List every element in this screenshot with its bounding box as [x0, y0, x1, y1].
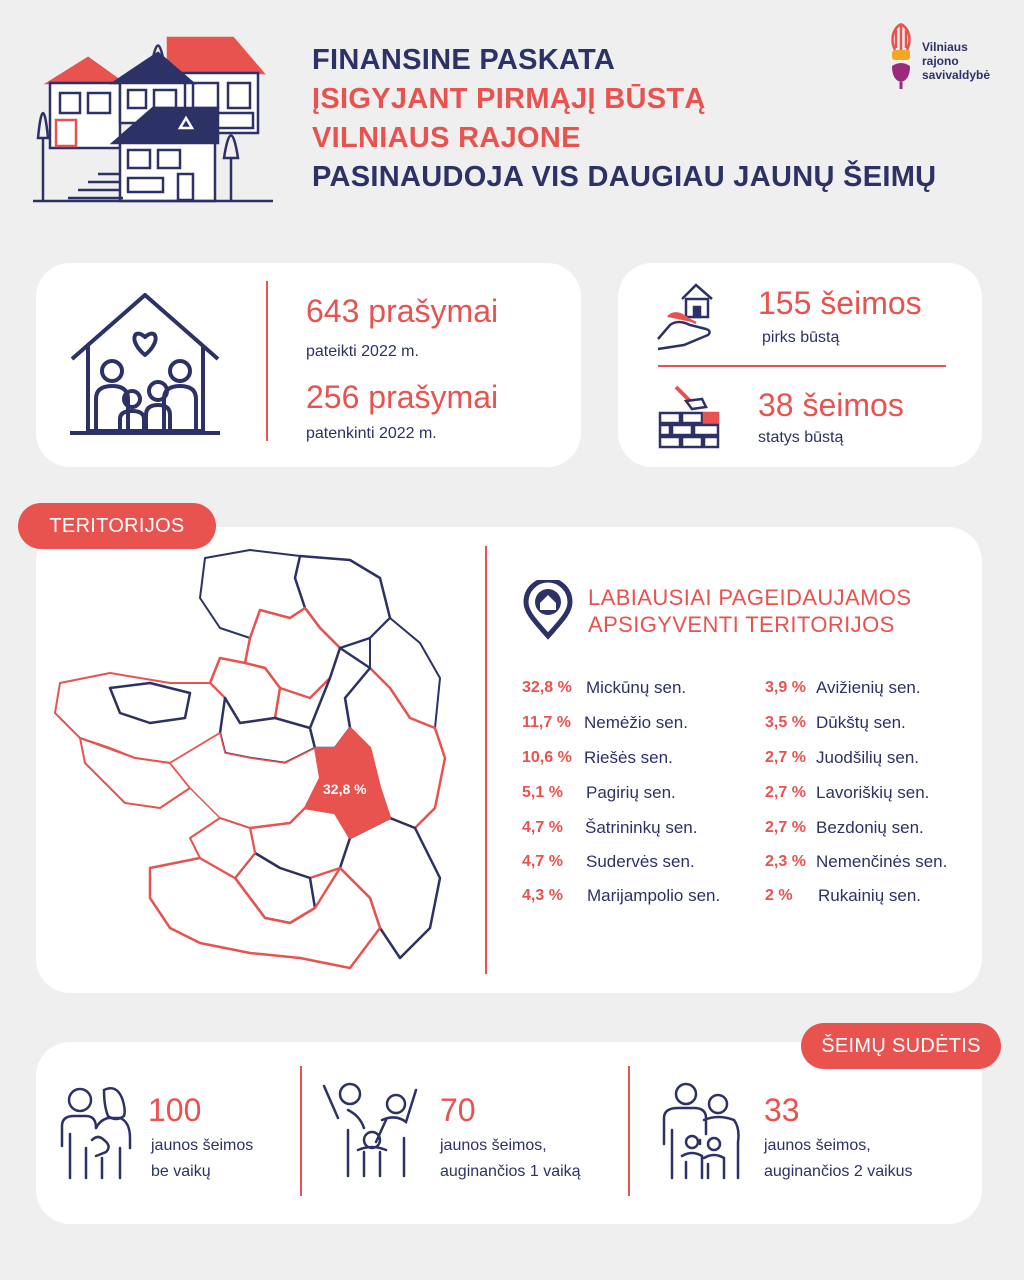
family-count-label-2: auginančios 2 vaikus	[764, 1163, 913, 1180]
territory-name: Pagirių sen.	[586, 783, 676, 802]
map-highlight-label: 32,8 %	[323, 781, 367, 797]
family-one-child-icon	[320, 1080, 420, 1180]
territories-tag: TERITORIJOS	[18, 503, 216, 549]
family-count-label-2: auginančios 1 vaiką	[440, 1163, 581, 1180]
composition-card	[36, 1042, 982, 1224]
logo-line-2: rajono	[922, 54, 959, 68]
territory-name: Rukainių sen.	[818, 886, 922, 905]
territory-percent: 2,3 %	[765, 853, 806, 870]
family-count-value: 100	[148, 1092, 202, 1128]
build-label: statys būstą	[758, 429, 844, 446]
hand-house-icon	[656, 279, 718, 351]
title-line-3: VILNIAUS RAJONE	[312, 122, 581, 154]
territory-percent: 2,7 %	[765, 784, 806, 801]
territory-name: Nemenčinės sen.	[816, 852, 948, 871]
couple-icon	[56, 1082, 136, 1182]
territory-percent: 4,3 %	[522, 887, 563, 904]
territory-name: Riešės sen.	[584, 748, 673, 767]
approved-label: patenkinti 2022 m.	[306, 425, 437, 442]
territory-percent: 10,6 %	[522, 749, 572, 766]
territory-percent: 32,8 %	[522, 679, 572, 696]
applications-divider	[266, 281, 268, 441]
header-illustration	[28, 28, 278, 208]
family-home-icon	[68, 291, 223, 441]
territories-heading-2: APSIGYVENTI TERITORIJOS	[588, 612, 895, 637]
build-value: 38 šeimos	[758, 387, 904, 423]
territory-percent: 11,7 %	[522, 714, 571, 731]
family-count-label-2: be vaikų	[151, 1163, 211, 1180]
territory-name: Nemėžio sen.	[584, 713, 688, 732]
brick-wall-icon	[656, 379, 722, 451]
family-count-value: 33	[764, 1092, 800, 1128]
municipality-logo	[886, 22, 996, 92]
family-count-value: 70	[440, 1092, 476, 1128]
family-count-label-1: jaunos šeimos	[151, 1137, 254, 1154]
approved-value: 256 prašymai	[306, 379, 499, 415]
logo-line-1: Vilniaus	[922, 40, 968, 54]
district-map	[50, 548, 450, 973]
territories-heading-1: LABIAUSIAI PAGEIDAUJAMOS	[588, 585, 912, 610]
composition-divider-1	[300, 1066, 302, 1196]
territory-percent: 2,7 %	[765, 749, 806, 766]
territory-name: Marijampolio sen.	[587, 886, 721, 905]
territory-name: Mickūnų sen.	[586, 678, 687, 697]
territory-percent: 2 %	[765, 887, 793, 904]
territory-name: Dūkštų sen.	[816, 713, 906, 732]
title-line-1: FINANSINE PASKATA	[312, 44, 616, 76]
family-two-children-icon	[658, 1082, 748, 1182]
territories-divider	[485, 546, 487, 974]
territory-percent: 2,7 %	[765, 819, 806, 836]
territory-percent: 4,7 %	[522, 819, 563, 836]
buy-value: 155 šeimos	[758, 285, 922, 321]
location-pin-icon	[520, 580, 576, 640]
logo-line-3: savivaldybė	[922, 68, 991, 82]
territory-name: Lavoriškių sen.	[816, 783, 930, 802]
family-count-label-1: jaunos šeimos,	[764, 1137, 871, 1154]
territory-percent: 3,9 %	[765, 679, 806, 696]
submitted-label: pateikti 2022 m.	[306, 343, 419, 360]
territory-name: Juodšilių sen.	[816, 748, 920, 767]
territory-name: Avižienių sen.	[816, 678, 921, 697]
buy-label: pirks būstą	[762, 329, 840, 346]
family-count-label-1: jaunos šeimos,	[440, 1137, 547, 1154]
territory-percent: 5,1 %	[522, 784, 563, 801]
coat-of-arms-icon	[886, 22, 916, 90]
territory-percent: 4,7 %	[522, 853, 563, 870]
families-card	[618, 263, 982, 467]
composition-tag: ŠEIMŲ SUDĖTIS	[801, 1023, 1001, 1069]
families-divider	[658, 365, 946, 367]
territory-percent: 3,5 %	[765, 714, 806, 731]
composition-divider-2	[628, 1066, 630, 1196]
applications-card	[36, 263, 581, 467]
territory-name: Sudervės sen.	[586, 852, 695, 871]
houses-icon	[28, 28, 278, 208]
territory-name: Šatrininkų sen.	[585, 818, 698, 837]
title-line-4: PASINAUDOJA VIS DAUGIAU JAUNŲ ŠEIMŲ	[312, 161, 937, 193]
territory-name: Bezdonių sen.	[816, 818, 924, 837]
submitted-value: 643 prašymai	[306, 293, 499, 329]
title-line-2: ĮSIGYJANT PIRMĄJĮ BŪSTĄ	[312, 83, 706, 115]
